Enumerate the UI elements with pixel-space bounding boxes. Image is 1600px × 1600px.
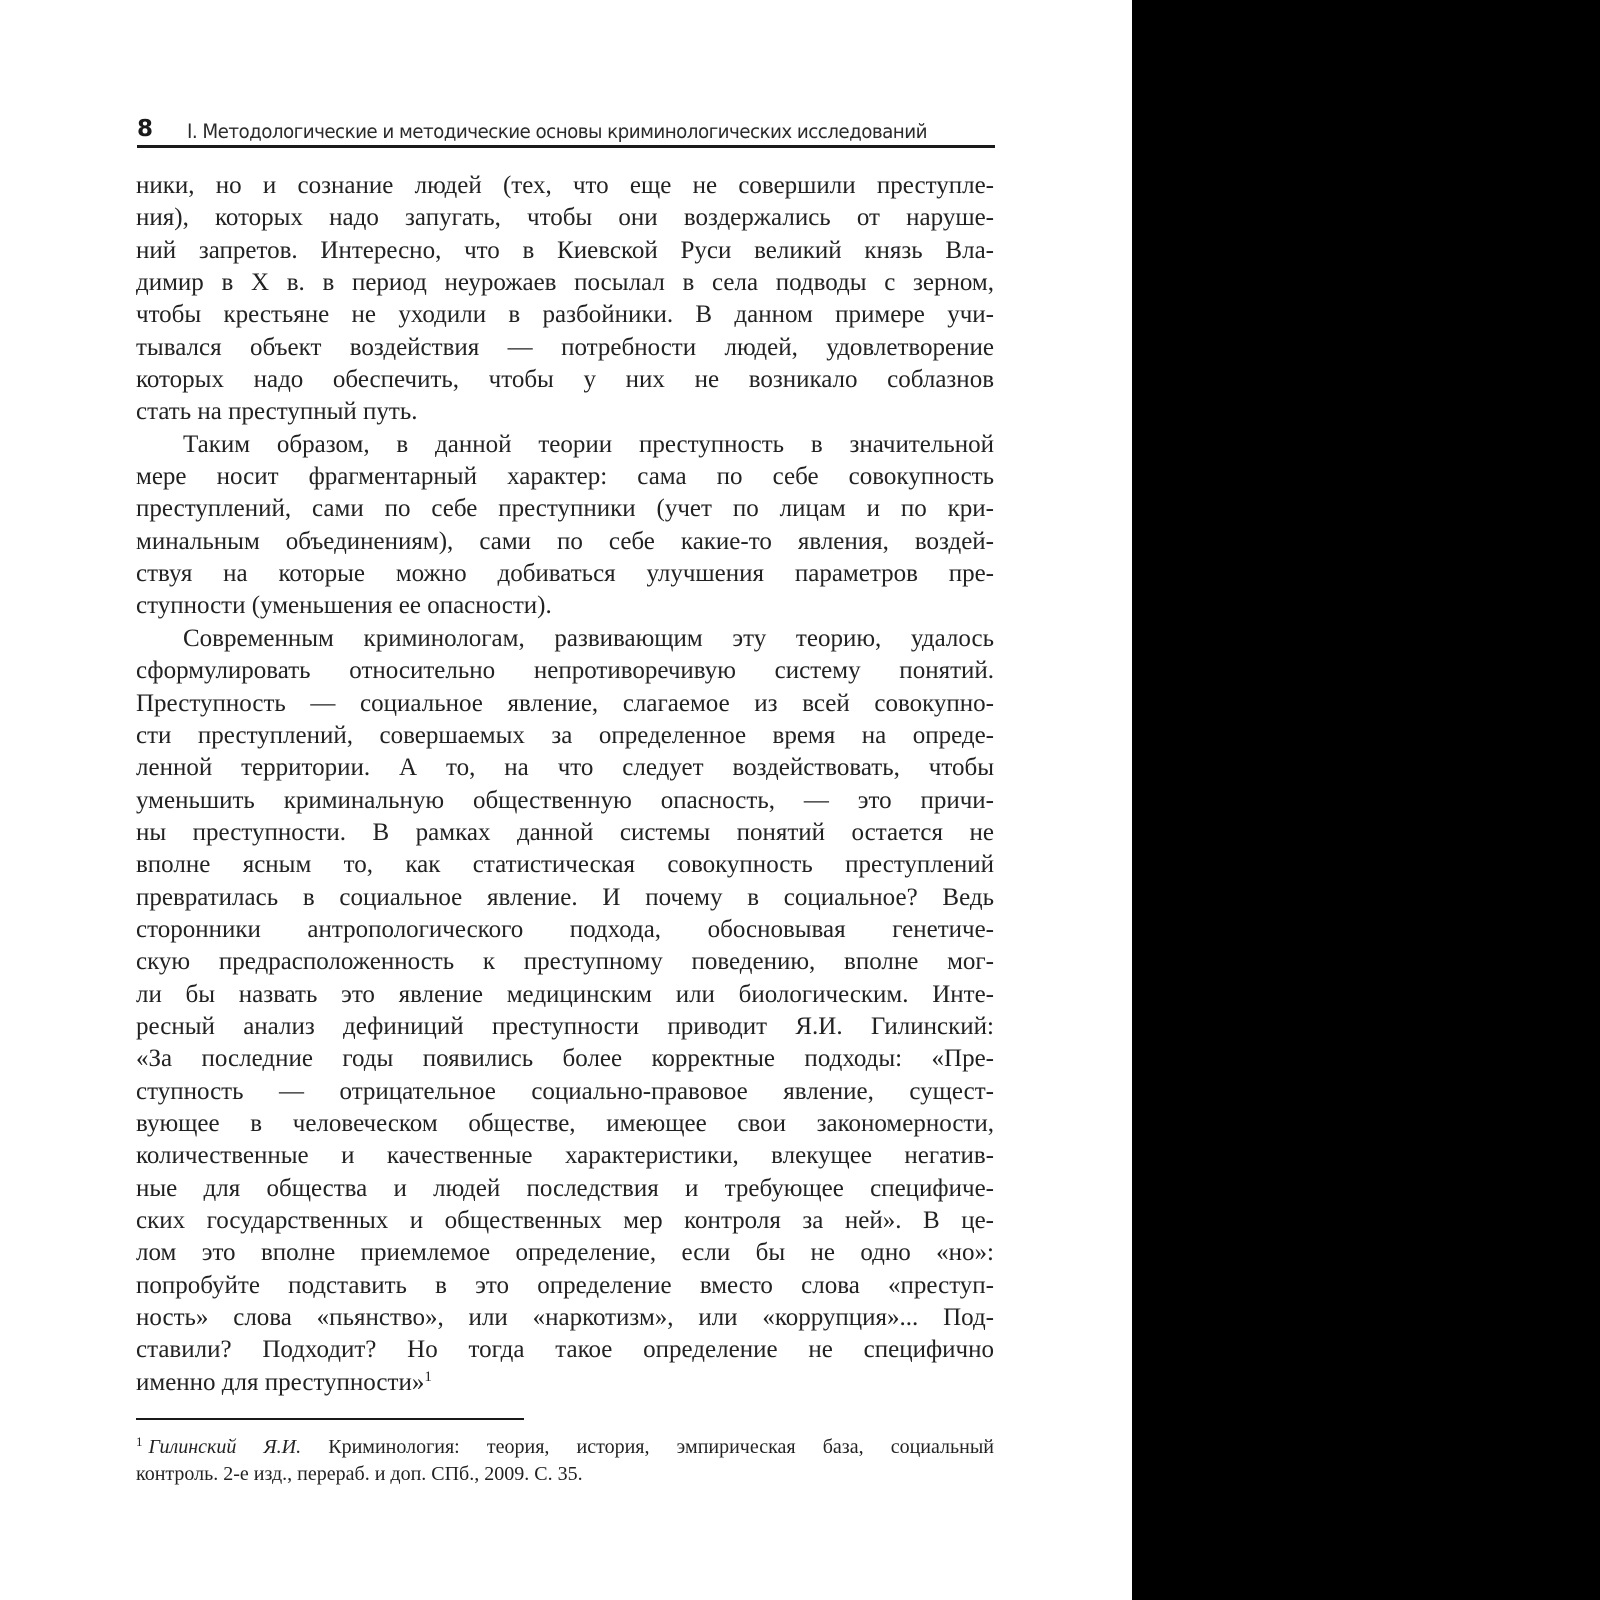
page-number: 8: [137, 116, 154, 142]
text-line: чтобы крестьяне не уходили в разбойники. В данном примере учи-: [136, 301, 994, 329]
text-line: ники, но и сознание людей (тех, что еще не совершили преступле-: [136, 172, 994, 199]
text-line: ставили? Подходит? Но тогда такое определение не специфично: [136, 1336, 994, 1364]
footnote-line: контроль. 2-е изд., перераб. и доп. СПб., 2009. С. 35.: [136, 1463, 583, 1485]
text-line: Таким образом, в данной теории преступность в значительной: [183, 430, 994, 458]
text-line: ских государственных и общественных мер контроля за ней». В це-: [136, 1207, 994, 1234]
text-line: ствуя на которые можно добиваться улучшения параметров пре-: [136, 560, 994, 588]
text-line: ленной территории. А то, на что следует воздействовать, чтобы: [136, 754, 994, 782]
text-line: ступности (уменьшения ее опасности).: [136, 592, 552, 620]
footnote-text: Криминология: теория, история, эмпирическая база, социальный: [301, 1436, 994, 1458]
text-line: стать на преступный путь.: [136, 398, 418, 426]
footnote-reference: 1: [424, 1368, 432, 1385]
footnote-author: Гилинский Я.И.: [148, 1436, 302, 1458]
text-line: димир в X в. в период неурожаев посылал в села подводы с зерном,: [136, 269, 994, 297]
text-line: ступность — отрицательное социально-правовое явление, сущест-: [136, 1077, 994, 1105]
text-line: лом это вполне приемлемое определение, если бы не одно «но»:: [136, 1239, 994, 1267]
text-line: ресный анализ дефиниций преступности приводит Я.И. Гилинский:: [136, 1012, 994, 1040]
text-line: вполне ясным то, как статистическая совокупность преступлений: [136, 851, 994, 879]
text-line: ния), которых надо запугать, чтобы они воздержались от наруше-: [136, 204, 994, 232]
text-line: которых надо обеспечить, чтобы у них не возникало соблазнов: [136, 366, 994, 394]
scan-black-margin: [1132, 0, 1600, 1600]
text-line: скую предрасположенность к преступному поведению, вполне мог-: [136, 948, 994, 976]
text-line: уменьшить криминальную общественную опасность, — это причи-: [136, 786, 994, 814]
text-line: сформулировать относительно непротиворечивую систему понятий.: [136, 657, 994, 685]
footnote: [136, 1434, 994, 1488]
text-line: попробуйте подставить в это определение вместо слова «преступ-: [136, 1271, 994, 1299]
text-line: ность» слова «пьянство», или «наркотизм», или «коррупция»... Под-: [136, 1304, 994, 1332]
text-line: именно для преступности»$^1$: [136, 1368, 432, 1396]
text-line: вующее в человеческом обществе, имеющее свои закономерности,: [136, 1109, 994, 1137]
running-title: I. Методологические и методические основы криминологических исследований: [187, 119, 927, 143]
text-line: сти преступлений, совершаемых за определенное время на опреде-: [136, 721, 994, 749]
page-header: [137, 112, 995, 148]
text-line: количественные и качественные характеристики, влекущее негатив-: [136, 1142, 994, 1170]
text-line: преступлений, сами по себе преступники (учет по лицам и по кри-: [136, 495, 994, 523]
footnote-divider: [136, 1418, 524, 1420]
footnote-line: [136, 1434, 994, 1461]
text-line: минальным объединениям), сами по себе какие-то явления, воздей-: [136, 527, 994, 555]
text-line: ли бы назвать это явление медицинским или биологическим. Инте-: [136, 980, 994, 1008]
footnote-mark: 1: [136, 1434, 143, 1449]
text-line: Современным криминологам, развивающим эту теорию, удалось: [183, 624, 994, 652]
text-line: тывался объект воздействия — потребности людей, удовлетворение: [136, 333, 994, 361]
text-line: превратилась в социальное явление. И почему в социальное? Ведь: [136, 883, 994, 911]
text-line: сторонники антропологического подхода, обосновывая генетиче-: [136, 915, 994, 943]
text-line: ные для общества и людей последствия и требующее специфиче-: [136, 1174, 994, 1202]
text-line: Преступность — социальное явление, слагаемое из всей совокупно-: [136, 689, 994, 717]
text-line: «За последние годы появились более корректные подходы: «Пре-: [136, 1045, 994, 1073]
text-line: ны преступности. В рамках данной системы понятий остается не: [136, 818, 994, 846]
body-text: [136, 170, 994, 1399]
text-line: ний запретов. Интересно, что в Киевской Руси великий князь Вла-: [136, 236, 994, 264]
text-line: мере носит фрагментарный характер: сама по себе совокупность: [136, 463, 994, 491]
